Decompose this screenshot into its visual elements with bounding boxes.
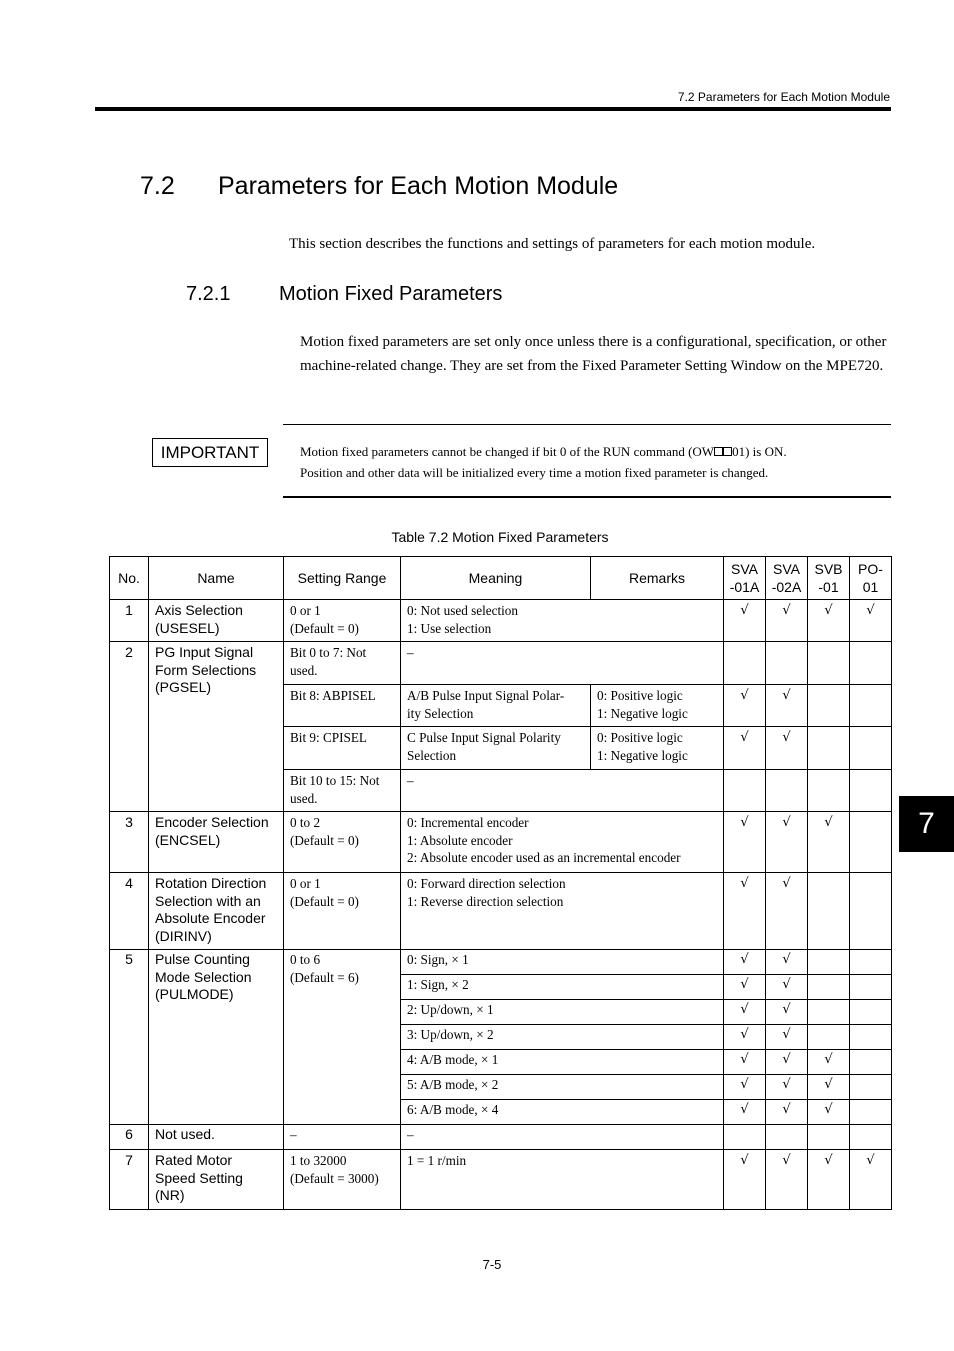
header-svb-01: SVB -01 [808, 557, 850, 600]
row-number: 6 [110, 1125, 149, 1150]
note-bottom-rule [283, 496, 891, 498]
check-mark: √ [766, 1000, 808, 1025]
important-note-line-2: Position and other data will be initialized every time a motion fixed parameter is changed. [300, 465, 769, 480]
meaning: 1: Sign, × 2 [401, 975, 724, 1000]
table-row [110, 950, 892, 975]
meaning: A/B Pulse Input Signal Polar- ity Selection [401, 685, 591, 727]
setting-range: 1 to 32000 (Default = 3000) [284, 1150, 401, 1210]
header-setting-range: Setting Range [284, 557, 401, 600]
check-mark: √ [766, 727, 808, 770]
check-mark: √ [808, 1100, 850, 1125]
important-label: IMPORTANT [152, 438, 268, 467]
important-note-line-1: Motion fixed parameters cannot be changed if bit 0 of the RUN command (OW 01) is ON. [300, 444, 787, 459]
check-mark: √ [766, 600, 808, 642]
check-mark: √ [766, 1025, 808, 1050]
table-row [110, 812, 892, 873]
check-mark: √ [724, 1100, 766, 1125]
check-mark: √ [724, 1000, 766, 1025]
check-mark: √ [724, 1150, 766, 1210]
section-number: 7.2 [140, 172, 175, 200]
remarks: 0: Positive logic 1: Negative logic [591, 727, 724, 770]
meaning: 1 = 1 r/min [401, 1150, 724, 1210]
check-mark: √ [808, 812, 850, 873]
meaning: – [401, 642, 724, 685]
table-row [110, 873, 892, 950]
table-row [110, 642, 892, 685]
meaning: 0: Sign, × 1 [401, 950, 724, 975]
check-mark: √ [808, 1150, 850, 1210]
check-mark: √ [766, 1150, 808, 1210]
setting-range: 0 to 2 (Default = 0) [284, 812, 401, 873]
header-rule [95, 107, 891, 111]
placeholder-square-icon [723, 447, 732, 456]
table-header-row [110, 557, 892, 600]
parameter-name: Pulse Counting Mode Selection (PULMODE) [149, 950, 284, 1125]
check-mark: √ [766, 1100, 808, 1125]
table-row [110, 1150, 892, 1210]
check-mark: √ [724, 727, 766, 770]
setting-range: 0 to 6 (Default = 6) [284, 950, 401, 1125]
row-number: 7 [110, 1150, 149, 1210]
motion-fixed-parameters-table [109, 556, 892, 1210]
parameter-name: Rotation Direction Selection with an Absolute Encoder (DIRINV) [149, 873, 284, 950]
meaning: – [401, 1125, 724, 1150]
check-mark: √ [724, 812, 766, 873]
meaning: 4: A/B mode, × 1 [401, 1050, 724, 1075]
check-mark: √ [766, 1075, 808, 1100]
setting-range: Bit 9: CPISEL [284, 727, 401, 770]
check-mark: √ [766, 685, 808, 727]
meaning: 0: Not used selection 1: Use selection [401, 600, 724, 642]
table-row [110, 1125, 892, 1150]
meaning: 3: Up/down, × 2 [401, 1025, 724, 1050]
table-caption: Table 7.2 Motion Fixed Parameters [391, 529, 609, 545]
row-number: 3 [110, 812, 149, 873]
row-number: 4 [110, 873, 149, 950]
check-mark: √ [724, 975, 766, 1000]
placeholder-square-icon [714, 447, 723, 456]
setting-range: Bit 10 to 15: Not used. [284, 770, 401, 812]
important-note [300, 441, 890, 483]
header-name: Name [149, 557, 284, 600]
row-number: 5 [110, 950, 149, 1125]
section-title: Parameters for Each Motion Module [218, 172, 619, 200]
setting-range: Bit 8: ABPISEL [284, 685, 401, 727]
check-mark: √ [724, 1075, 766, 1100]
meaning: 2: Up/down, × 1 [401, 1000, 724, 1025]
check-mark: √ [766, 873, 808, 950]
meaning: 0: Incremental encoder 1: Absolute encoder 2: Absolute encoder used as an incremental encoder [401, 812, 724, 873]
check-mark: √ [766, 950, 808, 975]
parameter-name: Axis Selection (USESEL) [149, 600, 284, 642]
page-number: 7-5 [482, 1257, 502, 1272]
check-mark: √ [850, 1150, 892, 1210]
check-mark: √ [808, 600, 850, 642]
note-top-rule [283, 424, 891, 425]
check-mark: √ [808, 1050, 850, 1075]
setting-range: Bit 0 to 7: Not used. [284, 642, 401, 685]
header-sva-02a: SVA -02A [766, 557, 808, 600]
intro-text: This section describes the functions and settings of parameters for each motion module. [289, 236, 816, 252]
setting-range: 0 or 1 (Default = 0) [284, 873, 401, 950]
check-mark: √ [724, 685, 766, 727]
check-mark: √ [766, 975, 808, 1000]
parameter-name: Rated Motor Speed Setting (NR) [149, 1150, 284, 1210]
meaning: 0: Forward direction selection 1: Reverse direction selection [401, 873, 724, 950]
check-mark: √ [724, 1050, 766, 1075]
header-po-01: PO- 01 [850, 557, 892, 600]
meaning: 6: A/B mode, × 4 [401, 1100, 724, 1125]
row-number: 2 [110, 642, 149, 812]
chapter-tab: 7 [899, 796, 954, 852]
header-no: No. [110, 557, 149, 600]
meaning: C Pulse Input Signal Polarity Selection [401, 727, 591, 770]
check-mark: √ [850, 600, 892, 642]
check-mark: √ [724, 1025, 766, 1050]
check-mark: √ [766, 812, 808, 873]
header-meaning: Meaning [401, 557, 591, 600]
check-mark: √ [724, 873, 766, 950]
check-mark: √ [724, 950, 766, 975]
header-sva-01a: SVA -01A [724, 557, 766, 600]
running-header: 7.2 Parameters for Each Motion Module [677, 90, 890, 104]
parameter-name: Not used. [149, 1125, 284, 1150]
check-mark: √ [724, 600, 766, 642]
table-row [110, 600, 892, 642]
parameter-name: Encoder Selection (ENCSEL) [149, 812, 284, 873]
row-number: 1 [110, 600, 149, 642]
remarks: 0: Positive logic 1: Negative logic [591, 685, 724, 727]
header-remarks: Remarks [591, 557, 724, 600]
subsection-title: Motion Fixed Parameters [279, 283, 503, 305]
meaning: 5: A/B mode, × 2 [401, 1075, 724, 1100]
check-mark: √ [766, 1050, 808, 1075]
parameter-name: PG Input Signal Form Selections (PGSEL) [149, 642, 284, 812]
meaning: – [401, 770, 724, 812]
setting-range: – [284, 1125, 401, 1150]
setting-range: 0 or 1 (Default = 0) [284, 600, 401, 642]
body-paragraph: Motion fixed parameters are set only once unless there is a configurational, specification, or other machine-related change. They are set from the Fixed Parameter Setting Window on the MPE720. [300, 334, 887, 374]
check-mark: √ [808, 1075, 850, 1100]
subsection-number: 7.2.1 [186, 283, 231, 305]
